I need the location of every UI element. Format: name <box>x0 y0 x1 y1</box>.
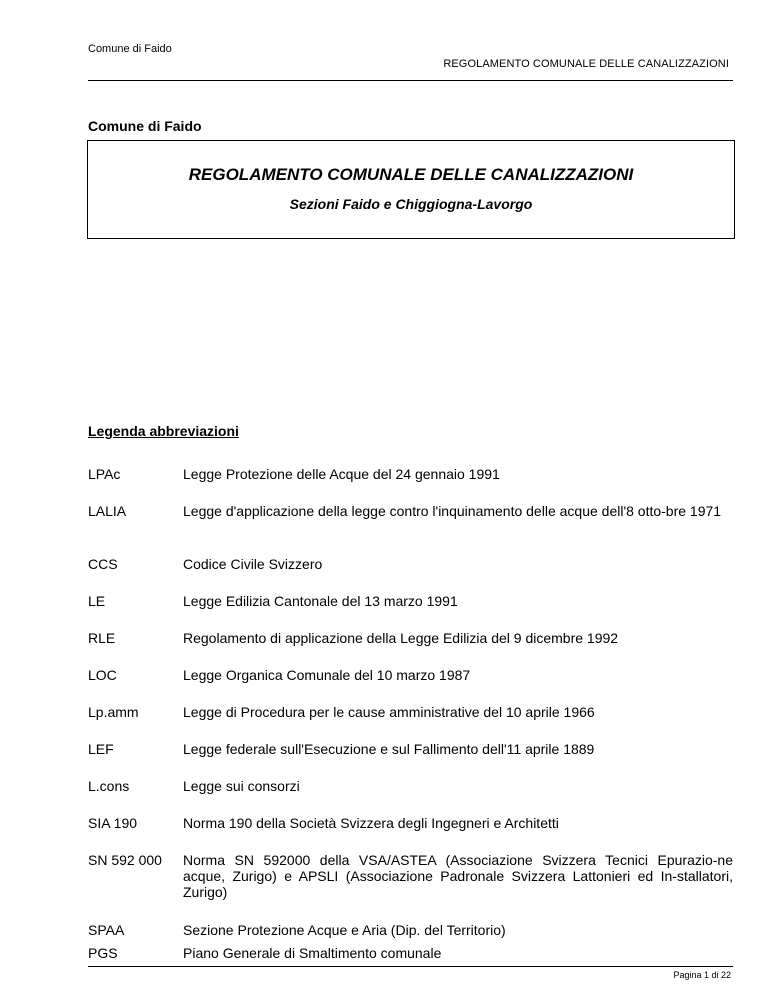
header-divider <box>88 80 733 81</box>
abbreviation-code: SPAA <box>88 922 125 938</box>
abbreviation-row <box>88 945 733 961</box>
organization-name: Comune di Faido <box>88 118 202 134</box>
abbreviation-code: LEF <box>88 741 114 757</box>
abbreviation-row <box>88 503 733 519</box>
legend-heading: Legenda abbreviazioni <box>88 423 239 439</box>
abbreviation-row <box>88 778 733 794</box>
title-box <box>87 140 735 239</box>
abbreviation-code: SIA 190 <box>88 815 138 831</box>
abbreviation-code: LPAc <box>88 466 121 482</box>
abbreviation-description: Legge d'applicazione della legge contro l'inquinamento delle acque dell'8 otto-bre 1971 <box>183 503 722 519</box>
abbreviation-description: Norma SN 592000 della VSA/ASTEA (Associazione Svizzera Tecnici Epurazio-ne acque, Zurigo) e APSLI (Associazione Padronale Svizzera Lattonieri ed In-stallatori, Zurigo) <box>183 852 733 900</box>
abbreviation-code: LOC <box>88 667 117 683</box>
abbreviation-code: LE <box>88 593 106 609</box>
abbreviation-code: SN 592 000 <box>88 852 162 868</box>
abbreviation-description: Legge sui consorzi <box>183 778 300 794</box>
document-subtitle: Sezioni Faido e Chiggiogna-Lavorgo <box>289 196 533 212</box>
abbreviation-description: Sezione Protezione Acque e Aria (Dip. del Territorio) <box>183 922 506 938</box>
abbreviation-row <box>88 922 733 938</box>
header-municipality: Comune di Faido <box>88 43 172 55</box>
abbreviation-description: Legge Protezione delle Acque del 24 gennaio 1991 <box>183 466 500 482</box>
abbreviation-description: Legge Organica Comunale del 10 marzo 1987 <box>183 667 471 683</box>
abbreviation-code: RLE <box>88 630 116 646</box>
abbreviation-code: L.cons <box>88 778 130 794</box>
abbreviation-row <box>88 593 733 609</box>
abbreviation-row <box>88 667 733 683</box>
footer-divider <box>88 966 733 967</box>
abbreviation-description: Legge Edilizia Cantonale del 13 marzo 1991 <box>183 593 458 609</box>
abbreviation-row <box>88 741 733 757</box>
page-number: Pagina 1 di 22 <box>673 970 731 980</box>
abbreviation-description: Piano Generale di Smaltimento comunale <box>183 945 442 961</box>
abbreviation-description: Codice Civile Svizzero <box>183 556 323 572</box>
abbreviation-row <box>88 556 733 572</box>
abbreviation-code: CCS <box>88 556 118 572</box>
abbreviation-description: Legge federale sull'Esecuzione e sul Fallimento dell'11 aprile 1889 <box>183 741 595 757</box>
abbreviation-row <box>88 704 733 720</box>
abbreviation-code: Lp.amm <box>88 704 139 720</box>
abbreviation-description: Legge di Procedura per le cause amministrative del 10 aprile 1966 <box>183 704 595 720</box>
abbreviation-row <box>88 630 733 646</box>
abbreviation-row <box>88 815 733 831</box>
abbreviation-code: LALIA <box>88 503 127 519</box>
header-document-title: REGOLAMENTO COMUNALE DELLE CANALIZZAZIONI <box>443 58 729 70</box>
abbreviation-description: Regolamento di applicazione della Legge Edilizia del 9 dicembre 1992 <box>183 630 619 646</box>
abbreviation-row <box>88 852 733 900</box>
document-title: REGOLAMENTO COMUNALE DELLE CANALIZZAZIONI <box>188 165 634 184</box>
abbreviation-description: Norma 190 della Società Svizzera degli Ingegneri e Architetti <box>183 815 559 831</box>
abbreviation-code: PGS <box>88 945 118 961</box>
abbreviation-row <box>88 466 733 482</box>
